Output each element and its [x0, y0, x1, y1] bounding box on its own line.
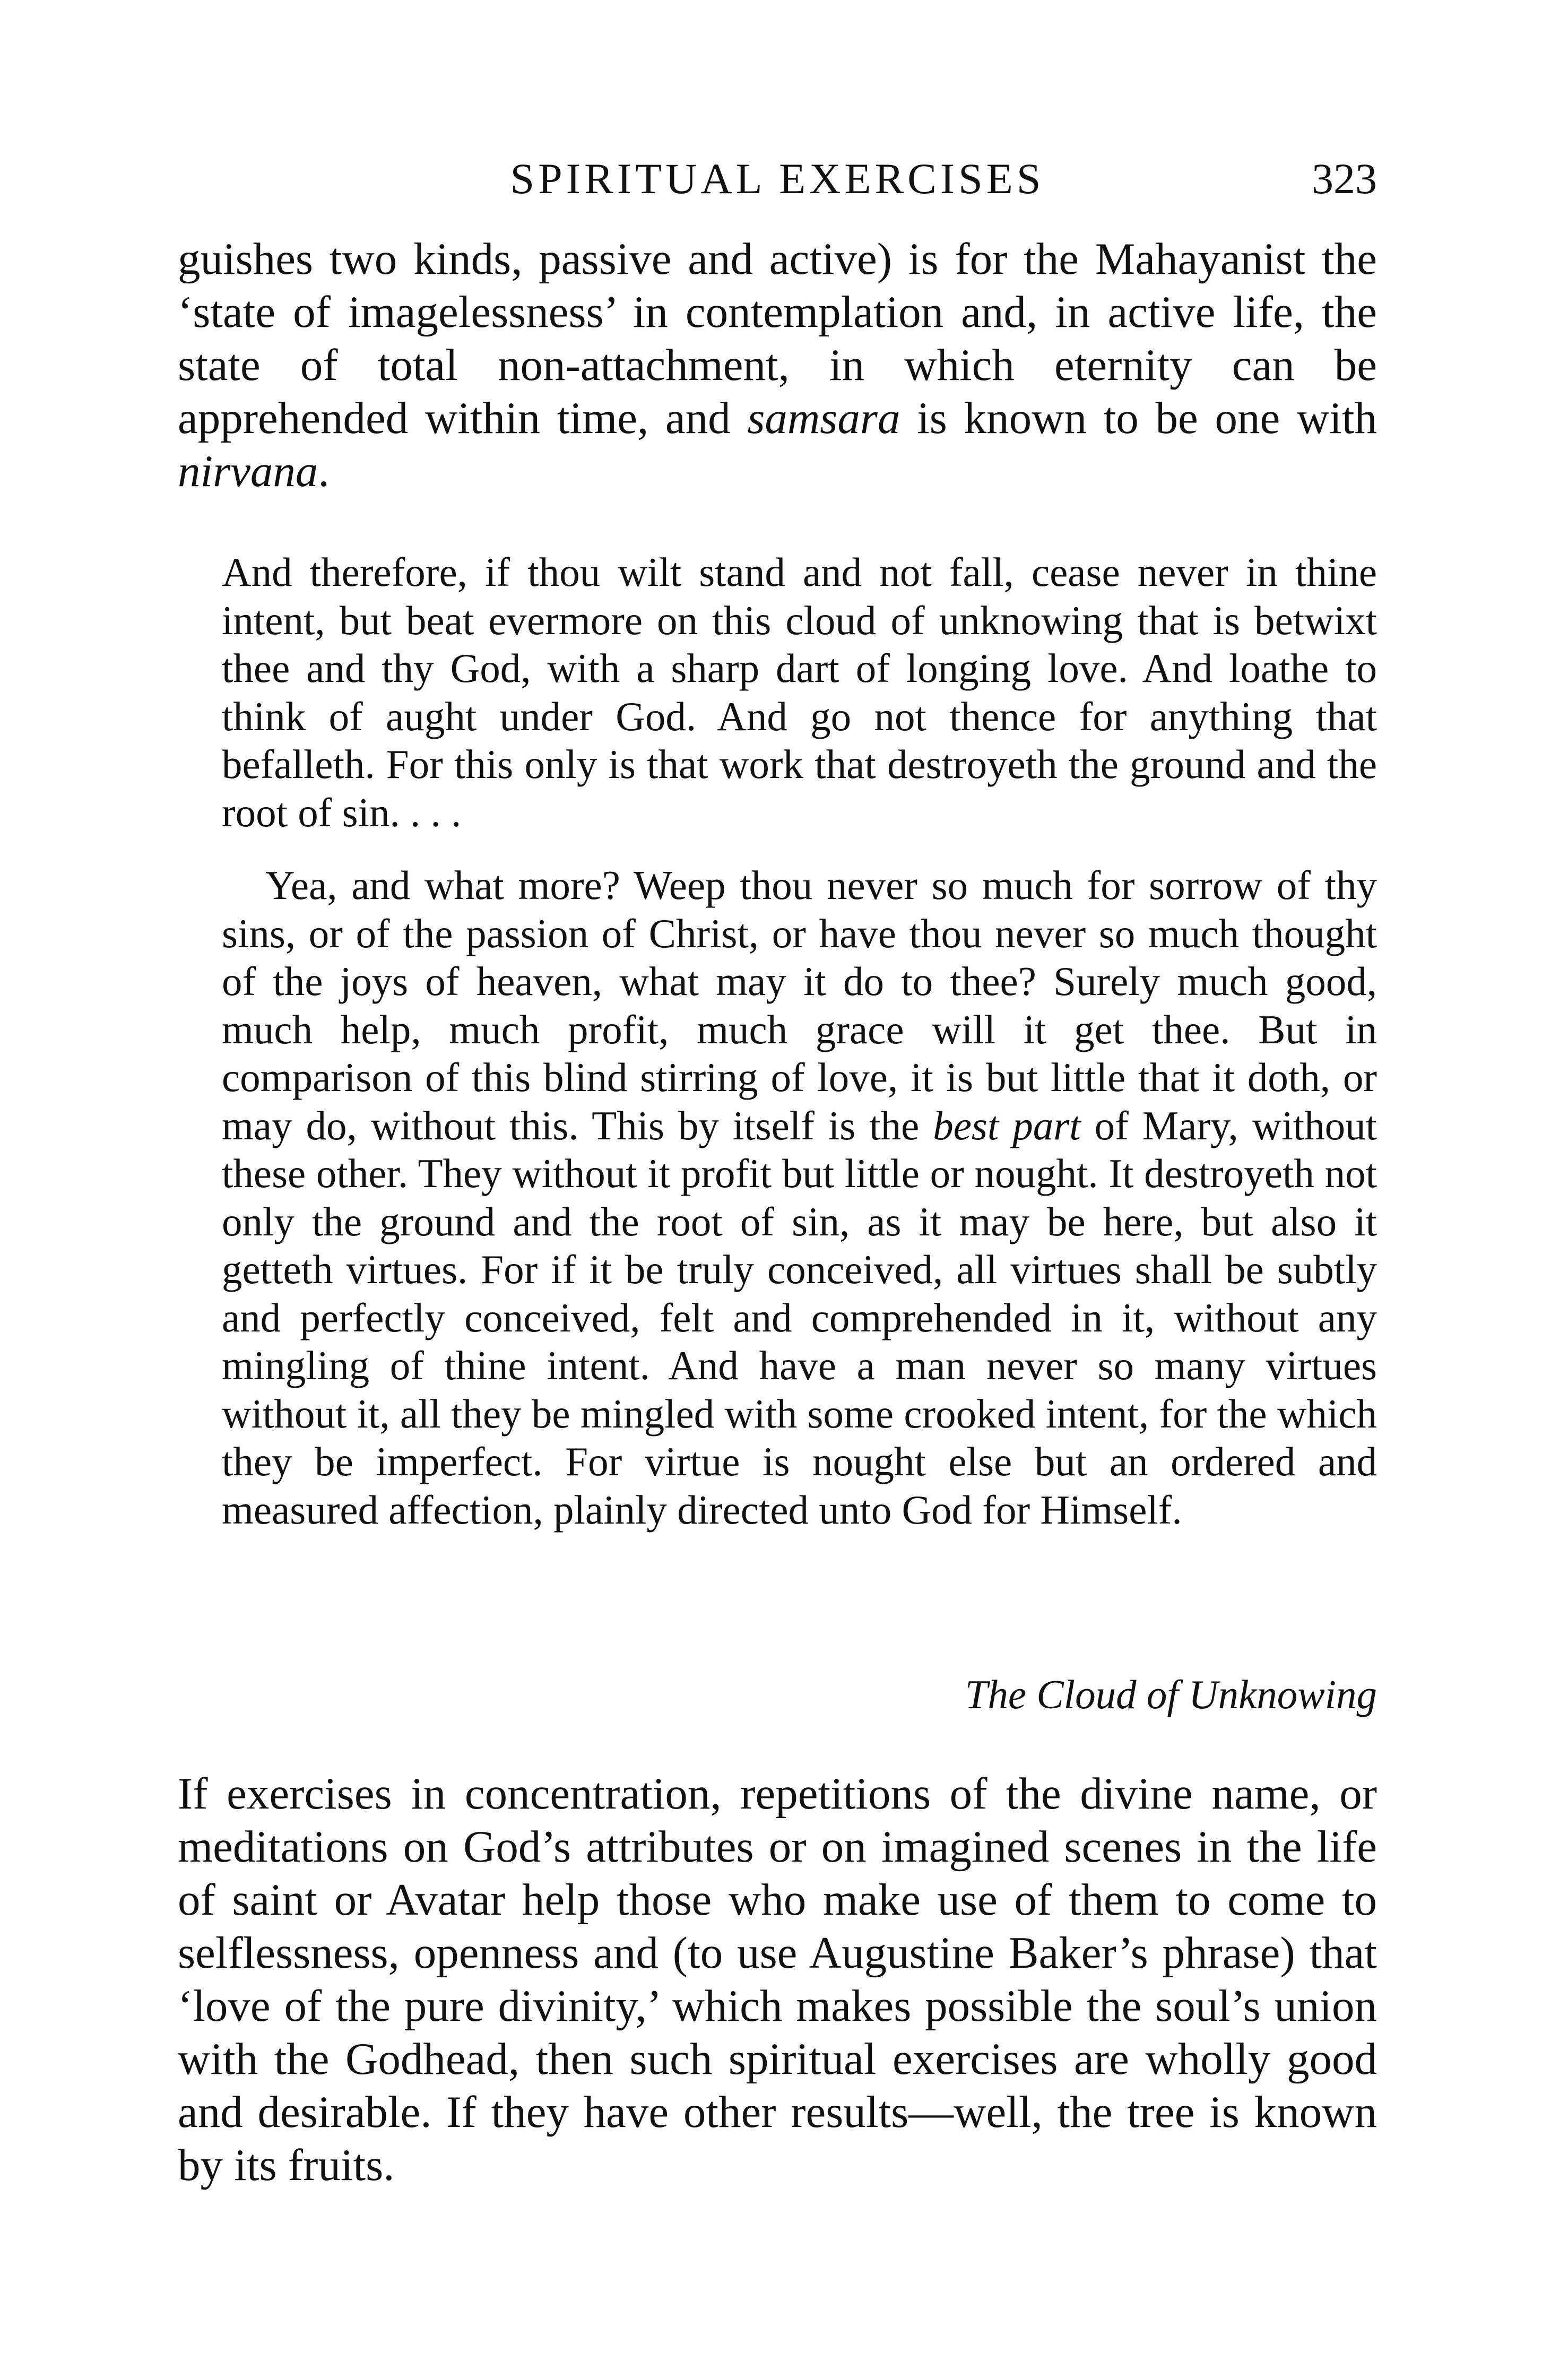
- body-paragraph: [178, 232, 1377, 498]
- text-run: guishes two kinds, passive and active) is for the Mahayanist the ‘state of imagelessness’ in contemplation and, in active life, the state of total non-attachment, in which eternity can be apprehended within time, and: [178, 234, 1377, 443]
- italic-phrase-best-part: best part: [933, 1102, 1081, 1148]
- text-run: is known to be one with: [900, 393, 1377, 443]
- text-run: .: [318, 446, 330, 496]
- page-header: [178, 150, 1377, 208]
- block-quote-paragraph: [222, 861, 1377, 1534]
- text-run: Yea, and what more? Weep thou never so much for sorrow of thy sins, or of the passion of Christ, or have thou never so much thought of the joys of heaven, what may it do to thee? Surely much good, much help, much profit, much grace will it get thee. But in comparison of this blind stirring of love, it is but little that it doth, or may do, without this. This by itself is the: [222, 862, 1377, 1148]
- quote-attribution: The Cloud of Unknowing: [965, 1672, 1377, 1717]
- italic-term-samsara: samsara: [747, 393, 900, 443]
- body-paragraph: If exercises in concentration, repetitions of the divine name, or meditations on God’s attributes or on imagined scenes in the life of saint or Avatar help those who make use of them to come to selflessness, openness and (to use Augustine Baker’s phrase) that ‘love of the pure divinity,’ which makes possible the soul’s union with the Godhead, then such spiritual exercises are wholly good and desirable. If they have other results—well, the tree is known by its fruits.: [178, 1769, 1377, 2190]
- block-quote-paragraph: And therefore, if thou wilt stand and not fall, cease never in thine intent, but beat evermore on this cloud of unknowing that is betwixt thee and thy God, with a sharp dart of longing love. And loathe to think of aught under God. And go not thence for anything that befalleth. For this only is that work that destroyeth the ground and the root of sin. . . .: [222, 549, 1377, 835]
- page-number: 323: [1312, 154, 1377, 203]
- text-run: of Mary, without these other. They without it profit but little or nought. It destroyeth not only the ground and the root of sin, as it may be here, but also it getteth virtues. For if it be truly conceived, all virtues shall be subtly and perfectly conceived, felt and comprehended in it, without any mingling of thine intent. And have a man never so many virtues without it, all they be mingled with some crooked intent, for the which they be imperfect. For virtue is nought else but an ordered and measured affection, plainly directed unto God for Himself.: [222, 1102, 1377, 1533]
- italic-term-nirvana: nirvana: [178, 446, 318, 496]
- running-head: SPIRITUAL EXERCISES: [510, 154, 1045, 203]
